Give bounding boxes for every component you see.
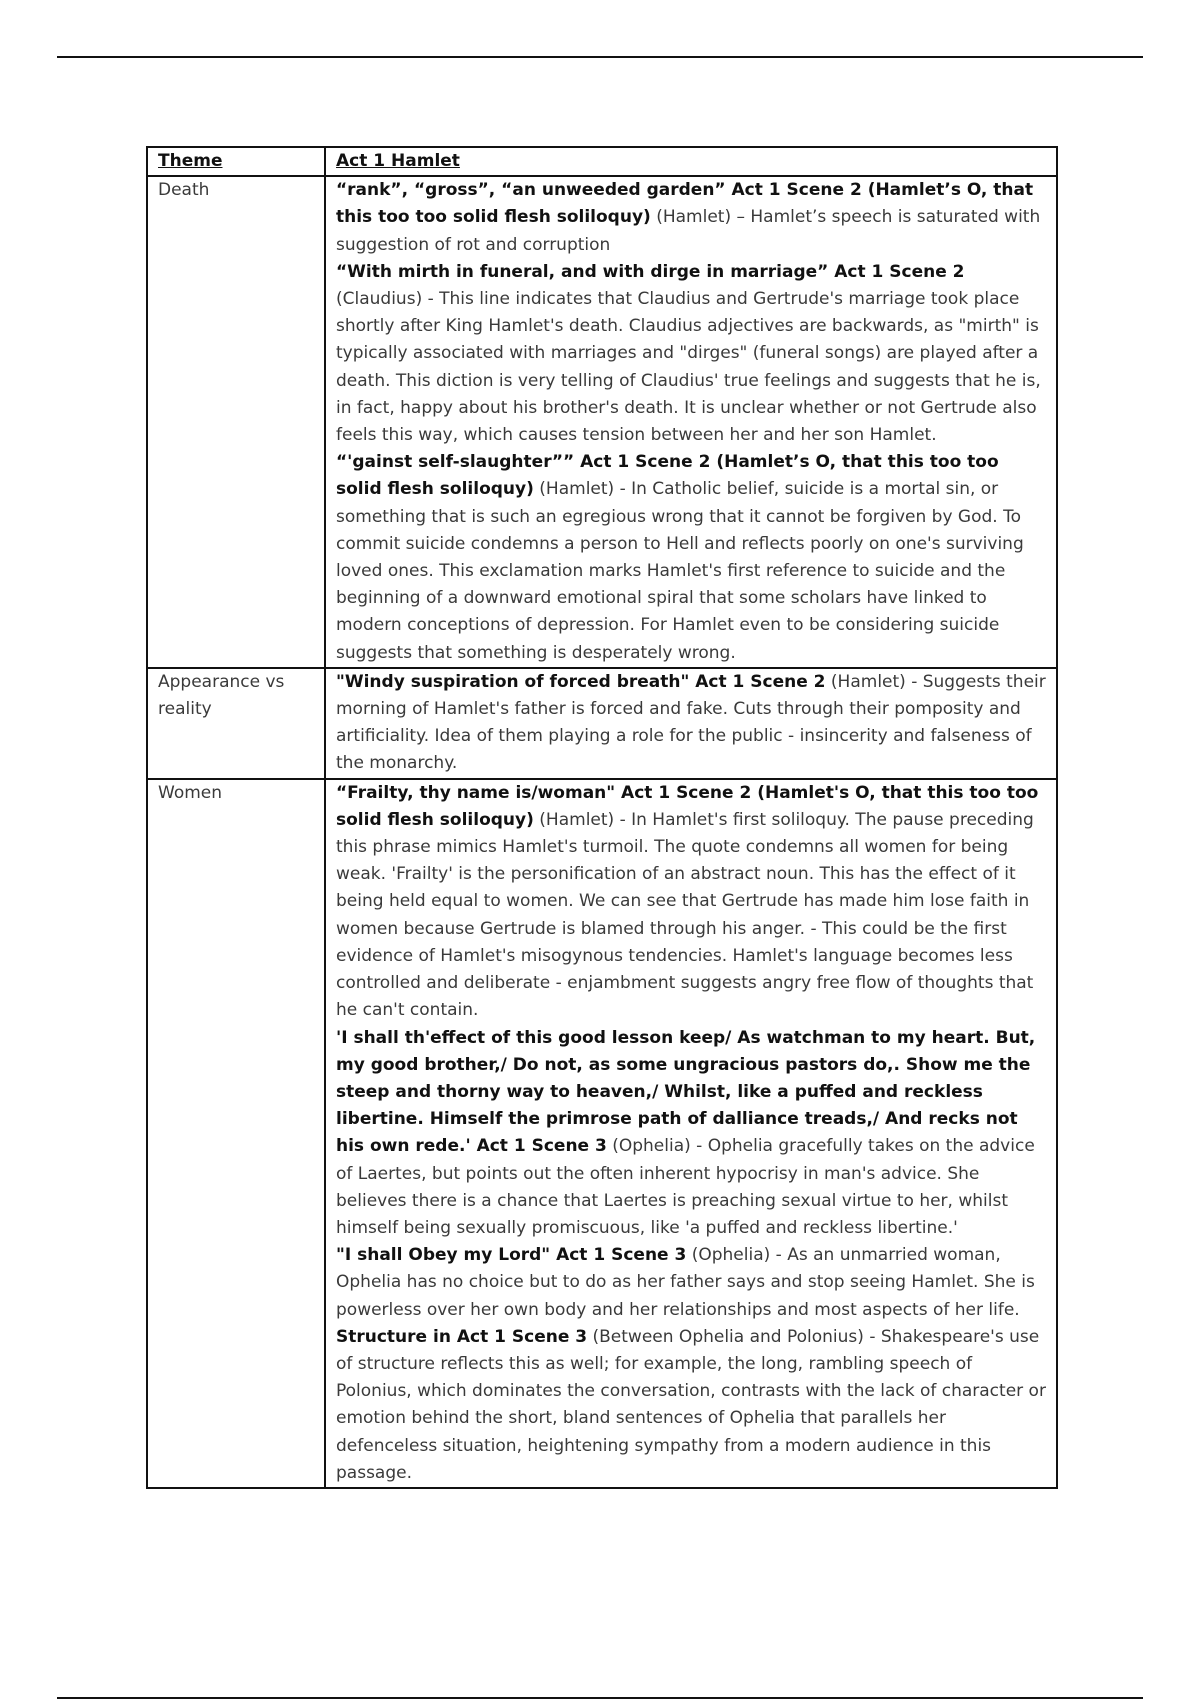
note-text: - Ophelia gracefully takes on the advice of Laertes, but points out the often inherent hypocrisy in man's advice. She believes there is a chance that Laertes is preaching sexual virtue to her, whilst himself being sexually promiscuous, like 'a puffed and reckless libertine.': [336, 1136, 1035, 1238]
list-item: [336, 259, 1046, 449]
note-text: - As an unmarried woman, Ophelia has no choice but to do as her father says and stop seeing Hamlet. She is powerless over her own body and her relationships and most aspects of her life.: [336, 1245, 1035, 1320]
list-item: [336, 780, 1046, 1025]
speaker-text: (Hamlet): [533, 479, 615, 500]
list-item: [336, 1025, 1046, 1243]
table-header-row: [147, 147, 1057, 176]
quote-text: "Windy suspiration of forced breath" Act 1 Scene 2: [336, 671, 826, 692]
analysis-cell: [325, 668, 1057, 779]
note-text: - This line indicates that Claudius and Gertrude's marriage took place shortly after King Hamlet's death. Claudius adjectives are backwards, as "mirth" is typically associated with marriages and "dirges" (funeral songs) are played after a death. This diction is very telling of Claudius' true feelings and suggests that he is, in fact, happy about his brother's death. It is unclear whether or not Gertrude also feels this way, which causes tension between her and her son Hamlet.: [336, 289, 1041, 446]
note-text: - Suggests their morning of Hamlet's father is forced and fake. Cuts through their pomposity and artificiality. Idea of them playing a role for the public - insincerity and falseness of the monarchy.: [336, 671, 1046, 774]
header-act: Act 1 Hamlet: [325, 147, 1057, 176]
list-item: [336, 669, 1046, 778]
speaker-text: (Between Ophelia and Polonius): [587, 1326, 864, 1347]
note-text: - In Catholic belief, suicide is a mortal sin, or something that is such an egregious wrong that it cannot be forgiven by God. To commit suicide condemns a person to Hell and reflects poorly on one's surviving loved ones. This exclamation marks Hamlet's first reference to suicide and the beginning of a downward emotional spiral that some scholars have linked to modern conceptions of depression. For Hamlet even to be considering suicide suggests that something is desperately wrong.: [336, 479, 1024, 663]
note-text: - In Hamlet's first soliloquy. The pause preceding this phrase mimics Hamlet's turmoil. The quote condemns all women for being weak. 'Frailty' is the personification of an abstract noun. This has the effect of it being held equal to women. We can see that Gertrude has made him lose faith in women because Gertrude is blamed through his anger. - This could be the first evidence of Hamlet's misogynous tendencies. Hamlet's language becomes less controlled and deliberate - enjambment suggests angry free flow of thoughts that he can't contain.: [336, 809, 1034, 1021]
quote-text: Structure in Act 1 Scene 3: [336, 1326, 588, 1347]
table-row: [147, 176, 1057, 668]
speaker-text: (Hamlet): [650, 207, 732, 228]
note-text: – Hamlet’s speech is saturated with suggestion of rot and corruption: [336, 207, 1041, 255]
theme-cell: Death: [147, 176, 325, 668]
analysis-cell: [325, 176, 1057, 668]
quote-text: “rank”, “gross”, “an unweeded garden” Act 1 Scene 2 (Hamlet’s O, that this too too solid flesh soliloquy): [336, 180, 1034, 228]
quote-text: “'gainst self-slaughter”” Act 1 Scene 2 (Hamlet’s O, that this too too solid flesh soliloquy): [336, 452, 999, 500]
header-theme: Theme: [147, 147, 325, 176]
footer-rule: [57, 1697, 1143, 1699]
list-item: [336, 449, 1046, 667]
header-rule: [57, 56, 1143, 58]
speaker-text: (Claudius): [336, 289, 423, 310]
speaker-text: (Ophelia): [606, 1136, 691, 1157]
speaker-text: (Ophelia): [686, 1245, 771, 1266]
quote-text: “With mirth in funeral, and with dirge in marriage” Act 1 Scene 2: [336, 261, 965, 282]
quote-text: “Frailty, thy name is/woman" Act 1 Scene 2 (Hamlet's O, that this too too solid flesh soliloquy): [336, 782, 1039, 830]
speaker-text: (Hamlet): [825, 671, 906, 692]
quote-text: "I shall Obey my Lord" Act 1 Scene 3: [336, 1245, 687, 1266]
list-item: [336, 1242, 1046, 1324]
theme-table: [146, 146, 1058, 1489]
analysis-cell: [325, 779, 1057, 1488]
theme-cell: Women: [147, 779, 325, 1488]
quote-text: 'I shall th'effect of this good lesson keep/ As watchman to my heart. But, my good brother,/ Do not, as some ungracious pastors do,. Show me the steep and thorny way to heaven,/ Whilst, like a puffed and reckless libertine. Himself the primrose path of dalliance treads,/ And recks not his own rede.' Act 1 Scene 3: [336, 1027, 1036, 1157]
table-row: [147, 779, 1057, 1488]
theme-cell: Appearance vs reality: [147, 668, 325, 779]
note-text: - Shakespeare's use of structure reflects this as well; for example, the long, rambling speech of Polonius, which dominates the conversation, contrasts with the lack of character or emotion behind the short, bland sentences of Ophelia that parallels her defenceless situation, heightening sympathy from a modern audience in this passage.: [336, 1326, 1046, 1483]
list-item: [336, 1324, 1046, 1487]
list-item: [336, 177, 1046, 259]
table-row: [147, 668, 1057, 779]
speaker-text: (Hamlet): [533, 809, 615, 830]
